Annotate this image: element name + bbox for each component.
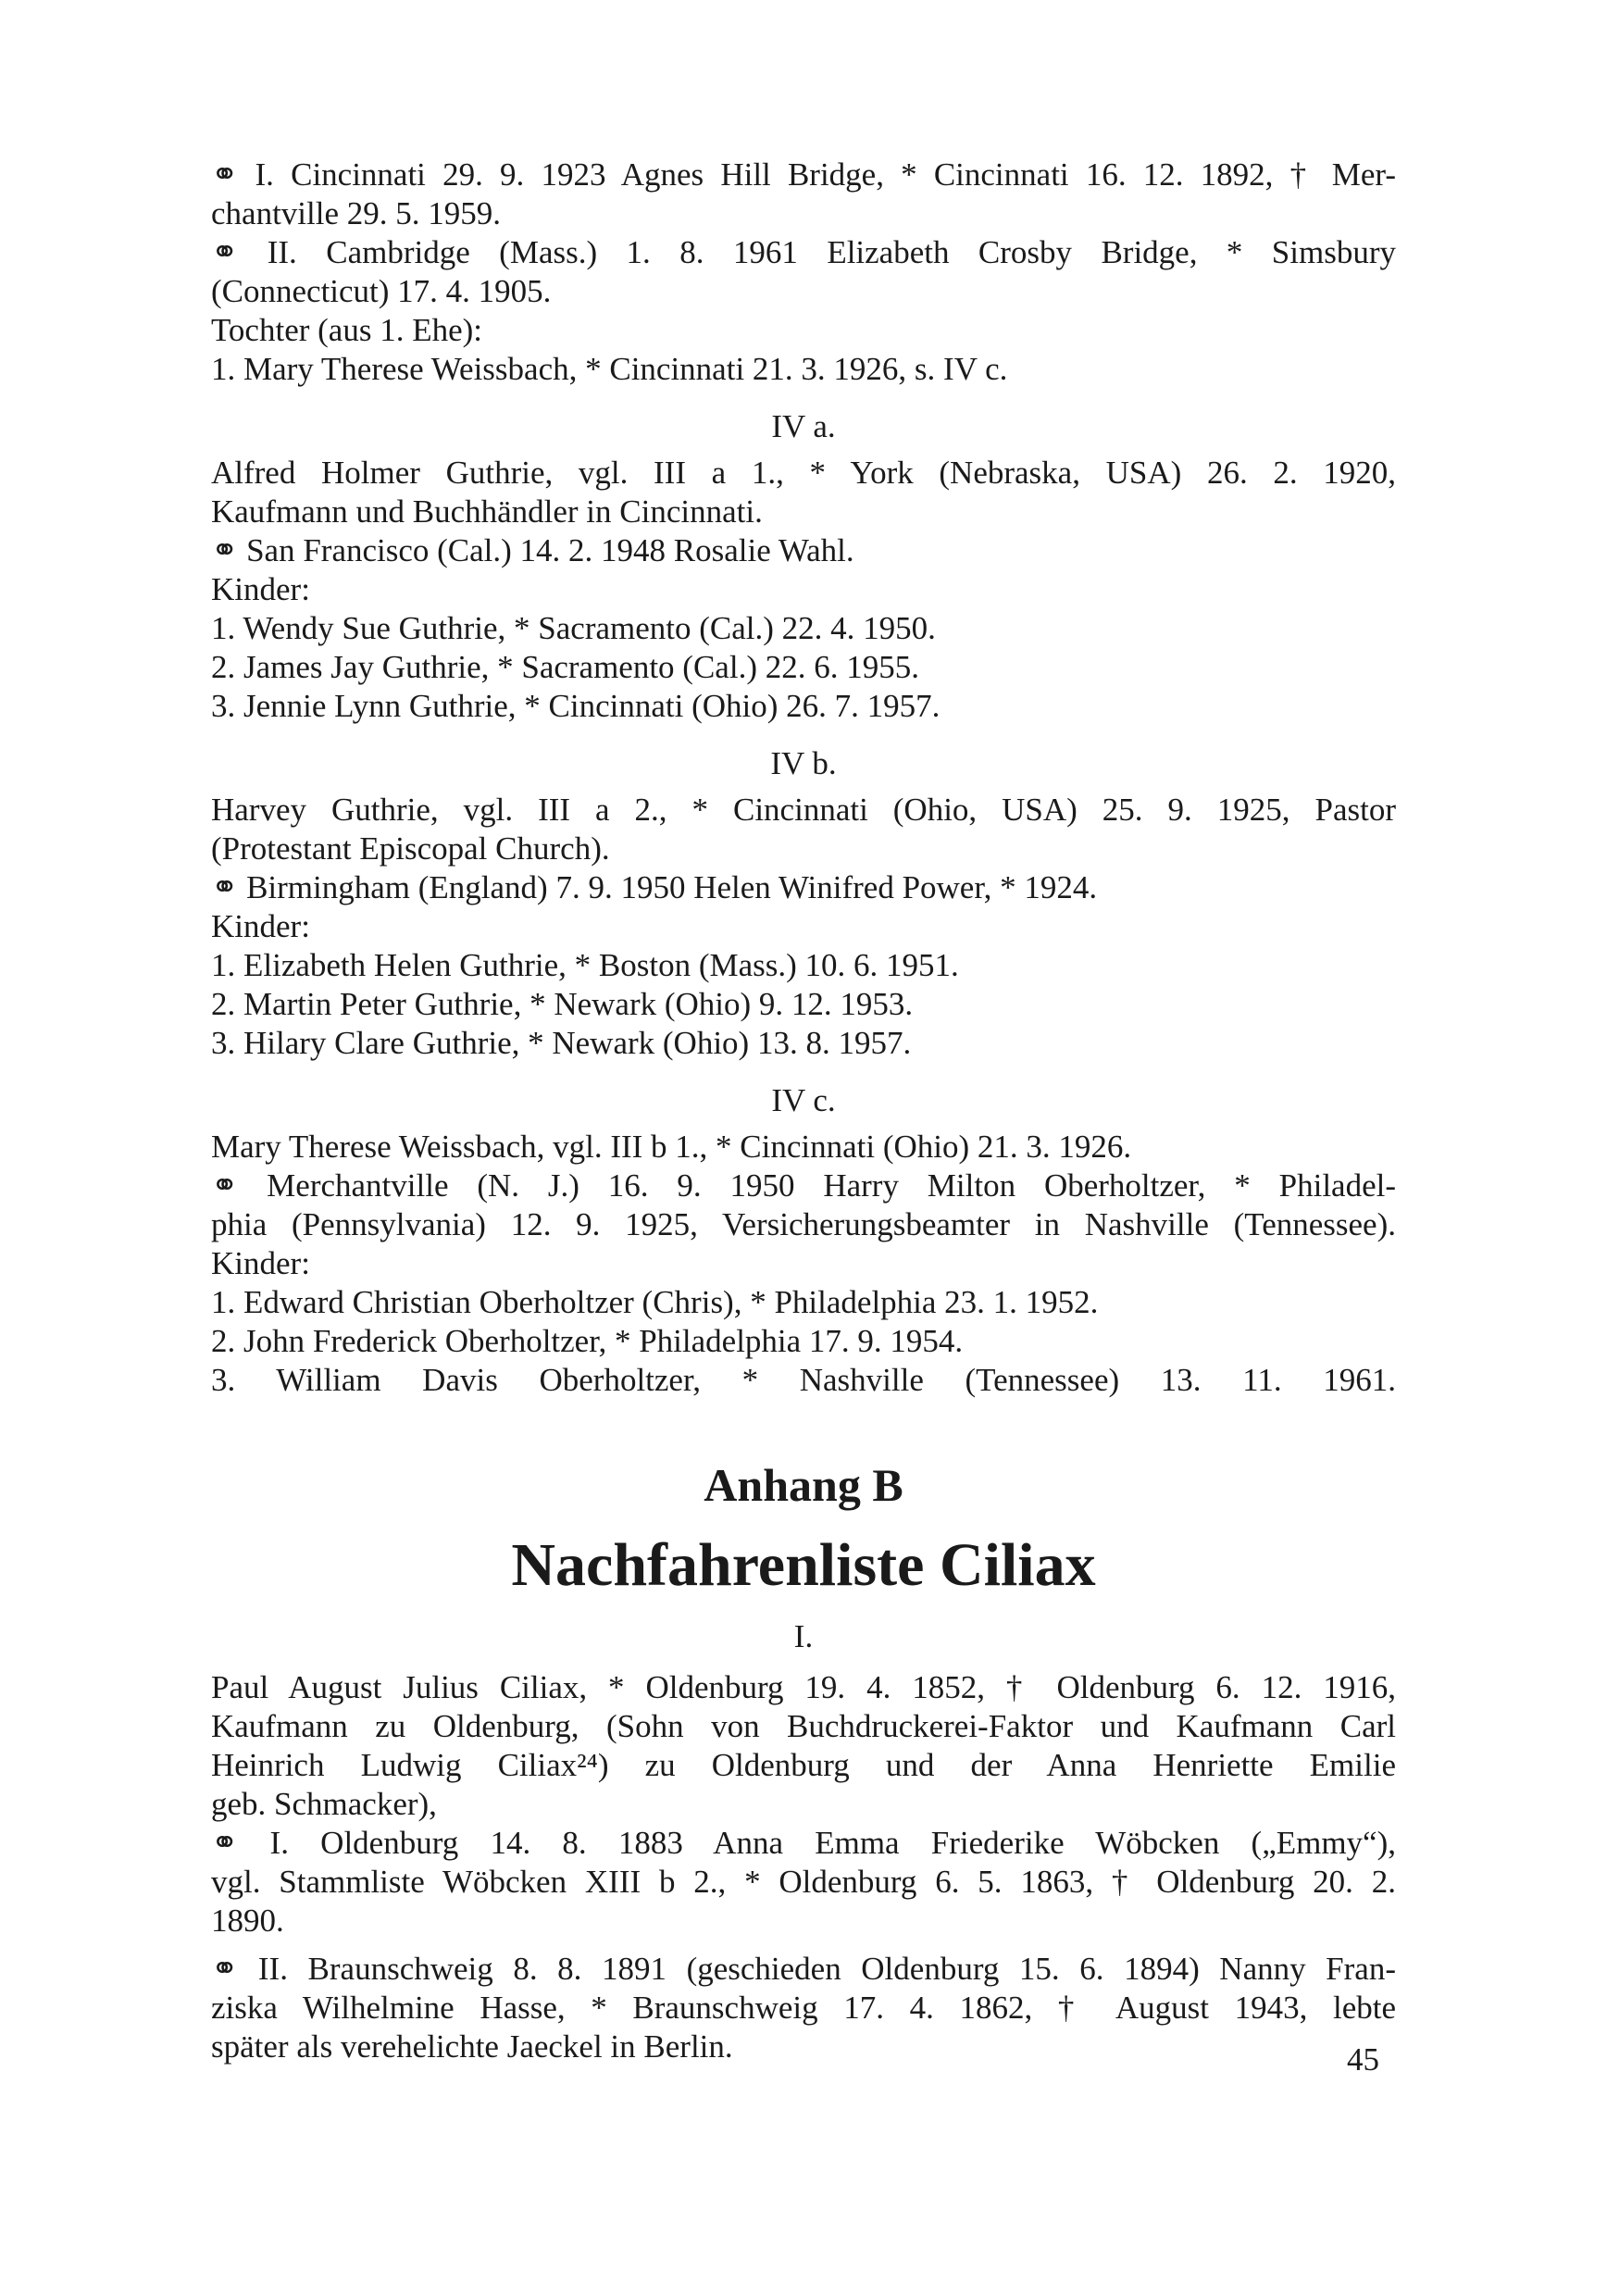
text-line: Tochter (aus 1. Ehe):	[211, 312, 482, 348]
text-line: geb. Schmacker),	[211, 1786, 437, 1822]
section-heading: IV a.	[771, 408, 836, 444]
text-line: Kinder:	[211, 571, 310, 607]
text-line: chantville 29. 5. 1959.	[211, 195, 502, 231]
text-line: Kaufmann zu Oldenburg, (Sohn von Buchdruckerei-Faktor und Kaufmann Carl	[211, 1708, 1396, 1744]
list-item: 2. James Jay Guthrie, * Sacramento (Cal.) 22. 6. 1955.	[211, 649, 919, 685]
page-number: 45	[1347, 2041, 1379, 2078]
section-heading: I.	[793, 1618, 814, 1654]
section-iv-a	[211, 389, 1396, 726]
text-line: ⚭ II. Braunschweig 8. 8. 1891 (geschieden Oldenburg 15. 6. 1894) Nanny Fran-	[211, 1951, 1396, 1987]
section-iv-c	[211, 1063, 1396, 1400]
text-line: (Connecticut) 17. 4. 1905.	[211, 273, 552, 309]
text-line: Kinder:	[211, 1245, 310, 1281]
section-heading: IV c.	[771, 1082, 836, 1118]
text-line: 1. Mary Therese Weissbach, * Cincinnati 21. 3. 1926, s. IV c.	[211, 351, 1008, 387]
document-page	[211, 156, 1396, 2066]
text-line: ziska Wilhelmine Hasse, * Braunschweig 17. 4. 1862, † August 1943, lebte	[211, 1990, 1396, 2026]
section-iv-b	[211, 726, 1396, 1063]
text-line: ⚭ II. Cambridge (Mass.) 1. 8. 1961 Elizabeth Crosby Bridge, * Simsbury	[211, 234, 1396, 270]
list-item: 2. John Frederick Oberholtzer, * Philadelphia 17. 9. 1954.	[211, 1323, 964, 1359]
text-line: Heinrich Ludwig Ciliax²⁴) zu Oldenburg und der Anna Henriette Emilie	[211, 1747, 1396, 1783]
list-item: 3. Hilary Clare Guthrie, * Newark (Ohio) 13. 8. 1957.	[211, 1025, 912, 1061]
text-line: ⚭ San Francisco (Cal.) 14. 2. 1948 Rosalie Wahl.	[211, 532, 854, 568]
text-line: phia (Pennsylvania) 12. 9. 1925, Versicherungsbeamter in Nashville (Tennessee).	[211, 1206, 1396, 1242]
text-line: Kaufmann und Buchhändler in Cincinnati.	[211, 493, 763, 530]
text-line: (Protestant Episcopal Church).	[211, 830, 610, 867]
text-line: Harvey Guthrie, vgl. III a 2., * Cincinnati (Ohio, USA) 25. 9. 1925, Pastor	[211, 792, 1396, 828]
text-line: ⚭ I. Oldenburg 14. 8. 1883 Anna Emma Friederike Wöbcken („Emmy“),	[211, 1825, 1396, 1861]
text-line: 1890.	[211, 1903, 284, 1939]
text-line: ⚭ I. Cincinnati 29. 9. 1923 Agnes Hill Bridge, * Cincinnati 16. 12. 1892, † Mer-	[211, 156, 1396, 193]
text-line: Paul August Julius Ciliax, * Oldenburg 19. 4. 1852, † Oldenburg 6. 12. 1916,	[211, 1669, 1396, 1705]
list-item: 3. William Davis Oberholtzer, * Nashville (Tennessee) 13. 11. 1961.	[211, 1362, 1396, 1398]
list-item: 3. Jennie Lynn Guthrie, * Cincinnati (Ohio) 26. 7. 1957.	[211, 688, 941, 724]
text-line: Alfred Holmer Guthrie, vgl. III a 1., * York (Nebraska, USA) 26. 2. 1920,	[211, 455, 1396, 491]
text-line: Kinder:	[211, 908, 310, 944]
text-line: Mary Therese Weissbach, vgl. III b 1., * Cincinnati (Ohio) 21. 3. 1926.	[211, 1129, 1132, 1165]
text-line: vgl. Stammliste Wöbcken XIII b 2., * Oldenburg 6. 5. 1863, † Oldenburg 20. 2.	[211, 1864, 1396, 1900]
text-line: ⚭ Birmingham (England) 7. 9. 1950 Helen Winifred Power, * 1924.	[211, 869, 1098, 905]
section-heading: IV b.	[770, 745, 837, 781]
section-i	[211, 1616, 1396, 2066]
text-line: später als verehelichte Jaeckel in Berlin.	[211, 2028, 733, 2065]
text-line: ⚭ Merchantville (N. J.) 16. 9. 1950 Harry Milton Oberholtzer, * Philadel-	[211, 1167, 1396, 1204]
list-item: 1. Edward Christian Oberholtzer (Chris), * Philadelphia 23. 1. 1952.	[211, 1284, 1099, 1320]
appendix-label: Anhang B	[704, 1459, 903, 1511]
list-item: 1. Wendy Sue Guthrie, * Sacramento (Cal.) 22. 4. 1950.	[211, 610, 936, 646]
list-item: 1. Elizabeth Helen Guthrie, * Boston (Mass.) 10. 6. 1951.	[211, 947, 959, 983]
list-item: 2. Martin Peter Guthrie, * Newark (Ohio) 9. 12. 1953.	[211, 986, 914, 1022]
section-iii-continuation	[211, 156, 1396, 389]
appendix-title: Nachfahrenliste Ciliax	[511, 1531, 1096, 1599]
